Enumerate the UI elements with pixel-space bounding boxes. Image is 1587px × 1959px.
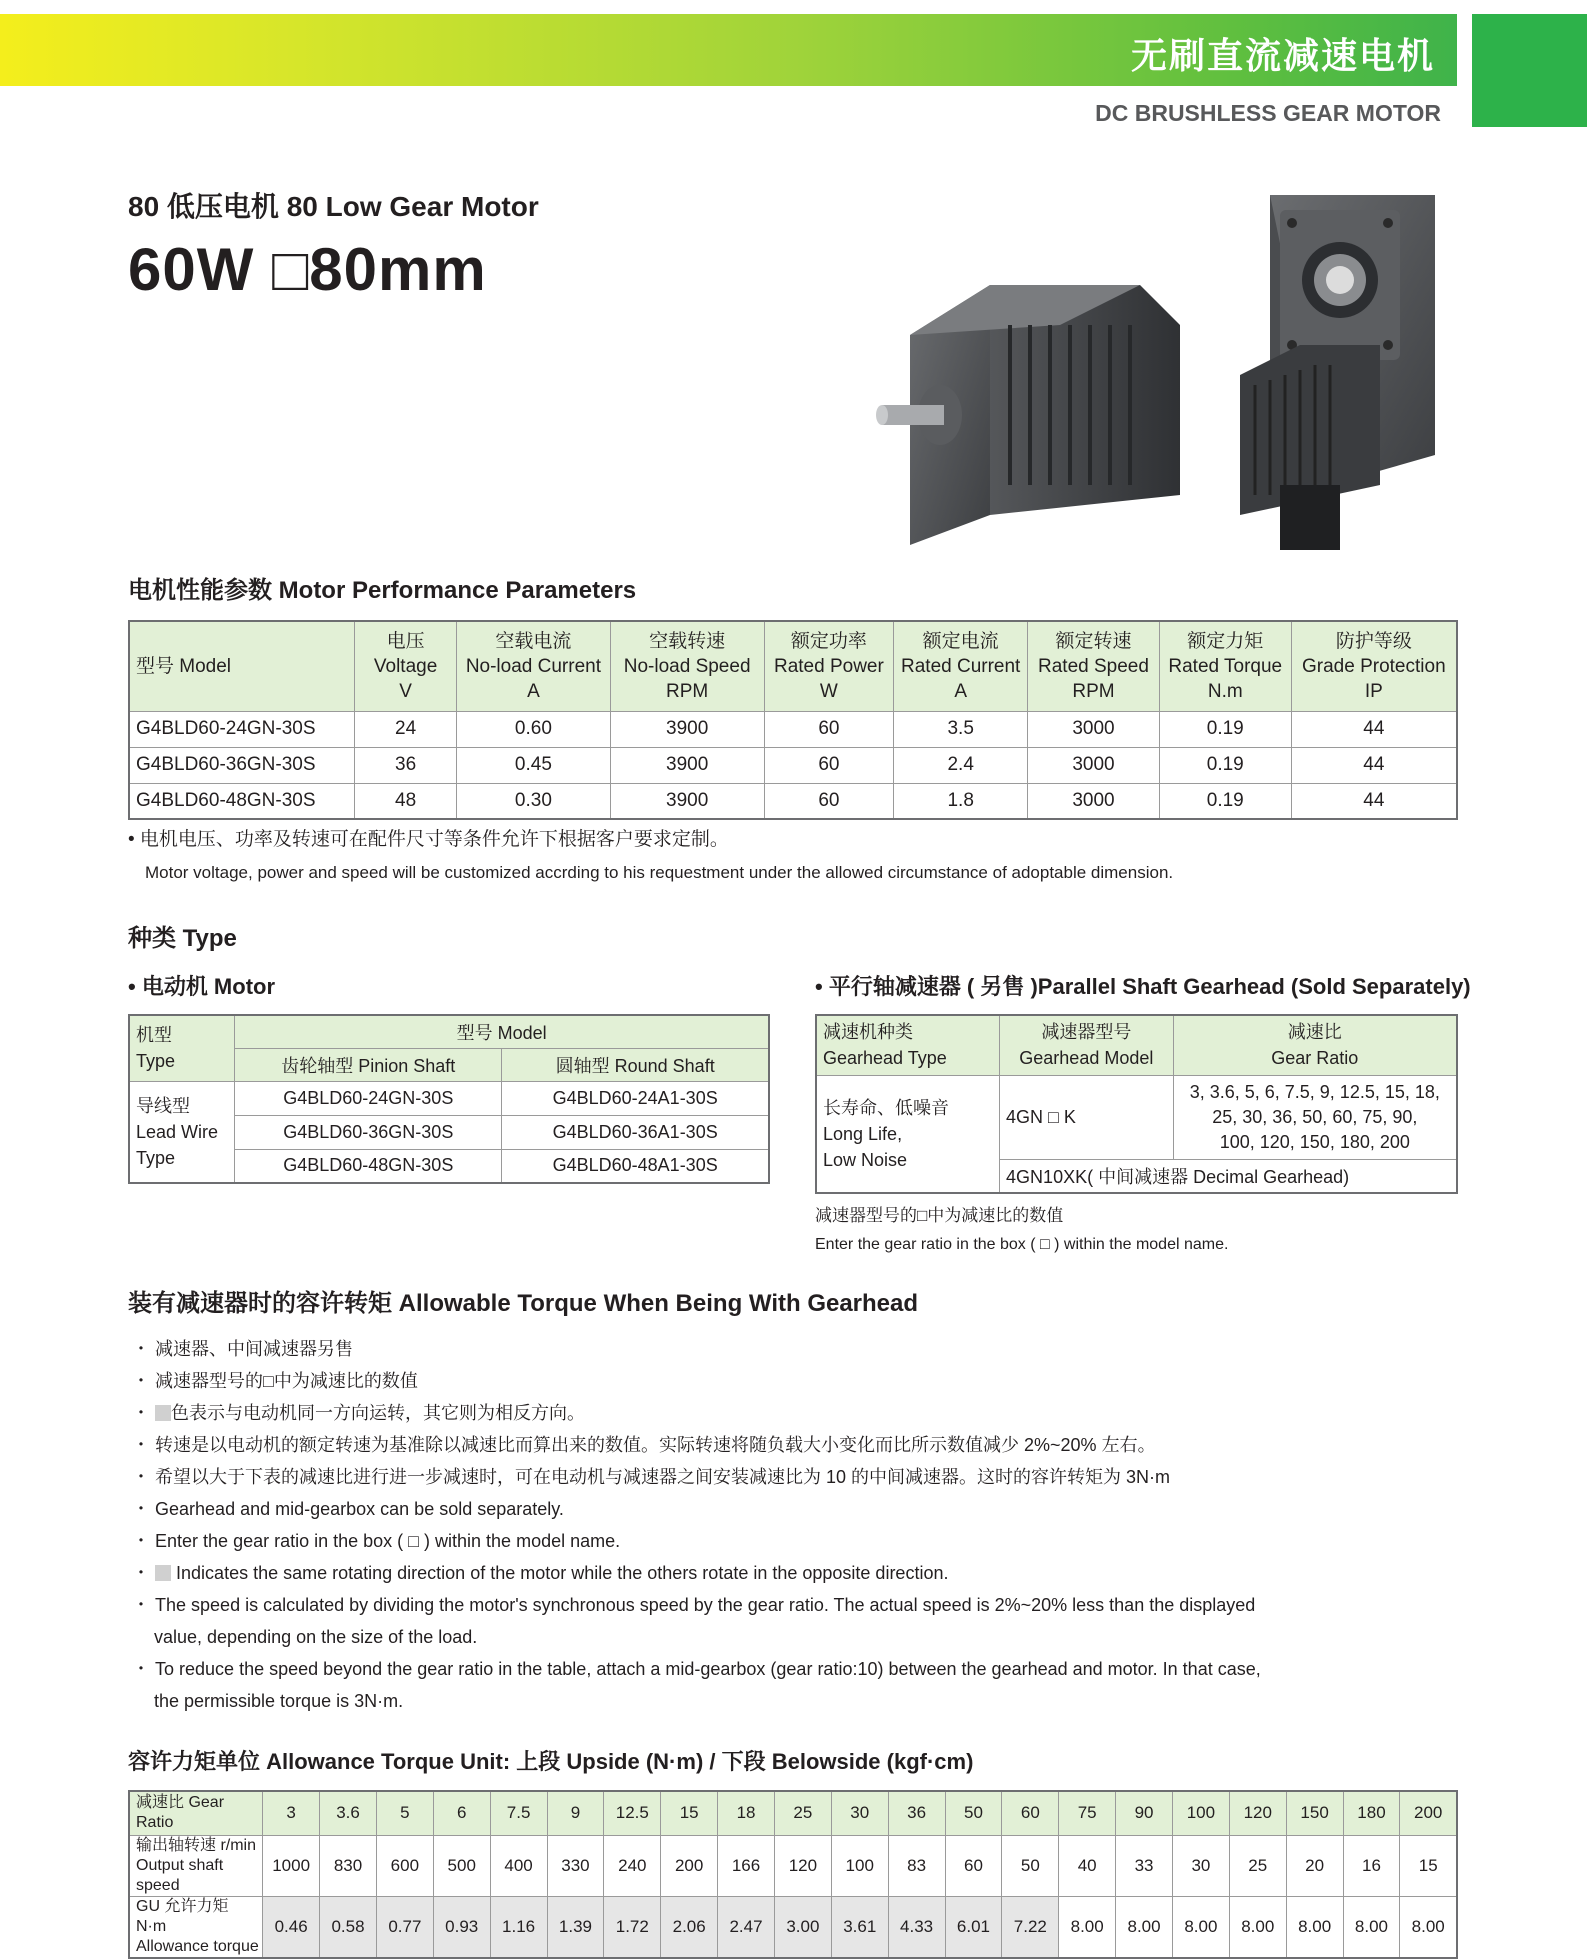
table-cell: 100 [831,1835,888,1896]
round-shaft-header: 圆轴型 Round Shaft [502,1048,769,1081]
product-model-line: 80 低压电机 80 Low Gear Motor [128,191,539,222]
table-cell: 20 [1286,1835,1343,1896]
table-cell: 0.60 [457,711,611,747]
table-cell: 180 [1343,1791,1400,1835]
bullet-item: ・ 希望以大于下表的减速比进行进一步减速时，可在电动机与减速器之间安装减速比为 10 的中间减速器。这时的容许转矩为 3N·m [132,1467,1171,1487]
output-speed-row [129,1835,1457,1896]
performance-col-header: 防护等级 Grade Protection IP [1291,621,1457,711]
table-cell: 1.8 [894,783,1028,819]
bullet-item: ・ To reduce the speed beyond the gear ratio in the table, attach a mid-gearbox (gear ratio:10) between the gearhead and motor. In that case, [132,1659,1261,1679]
table-cell: 90 [1116,1791,1173,1835]
table-cell: 33 [1116,1835,1173,1896]
table-cell: 24 [355,711,457,747]
table-cell: 60 [945,1835,1002,1896]
table-cell: 0.46 [263,1896,320,1958]
header-banner [0,14,1457,86]
table-cell: G4BLD60-24A1-30S [502,1081,769,1115]
table-cell: 8.00 [1400,1896,1457,1958]
motor-model-header: 型号 Model [235,1015,769,1048]
gear-ratio-header: 减速比 Gear Ratio [1173,1015,1457,1075]
table-cell: 0.19 [1159,747,1291,783]
header-title-en: DC BRUSHLESS GEAR MOTOR [1095,100,1441,126]
header-title-cn: 无刷直流减速电机 [1130,35,1435,76]
allowance-torque-row [129,1896,1457,1958]
table-cell: 3.5 [894,711,1028,747]
performance-col-header: 电压 Voltage V [355,621,457,711]
gear-ratio-cell: 3, 3.6, 5, 6, 7.5, 9, 12.5, 15, 18, 25, 30, 36, 50, 60, 75, 90, 100, 120, 150, 180, 200 [1173,1075,1457,1159]
grey-square-icon [155,1565,171,1581]
table-cell: 330 [547,1835,604,1896]
table-cell: G4BLD60-48A1-30S [502,1149,769,1183]
table-cell: 8.00 [1229,1896,1286,1958]
table-cell: 0.58 [320,1896,377,1958]
table-cell: 16 [1343,1835,1400,1896]
table-cell: 75 [1059,1791,1116,1835]
table-cell: 120 [1229,1791,1286,1835]
table-cell: G4BLD60-48GN-30S [129,783,355,819]
table-cell: 4.33 [888,1896,945,1958]
motor-type-table [128,1014,770,1184]
performance-header-row [129,621,1457,711]
allowance-torque-label: GU 允许力矩 N·m Allowance torque [129,1896,263,1958]
table-cell: 48 [355,783,457,819]
table-cell: 0.77 [376,1896,433,1958]
table-cell: 25 [1229,1835,1286,1896]
bullet-item: ・ 转速是以电动机的额定转速为基准除以减速比而算出来的数值。实际转速将随负载大小变化而比所示数值减少 2%~20% 左右。 [132,1435,1156,1455]
table-row [129,783,1457,819]
lead-wire-type-cell: 导线型 Lead Wire Type [129,1081,235,1183]
table-cell: 3.6 [320,1791,377,1835]
table-cell: 0.19 [1159,711,1291,747]
gearhead-note-en: Enter the gear ratio in the box ( □ ) within the model name. [815,1236,1229,1253]
performance-col-header: 空载转速 No-load Speed RPM [610,621,764,711]
table-cell: 8.00 [1172,1896,1229,1958]
table-cell: 30 [1172,1835,1229,1896]
table-cell: 7.5 [490,1791,547,1835]
performance-col-header: 空载电流 No-load Current A [457,621,611,711]
decimal-gearhead-cell: 4GN10XK( 中间减速器 Decimal Gearhead) [1000,1159,1457,1193]
performance-title: 电机性能参数 Motor Performance Parameters [128,577,637,604]
table-cell: 0.45 [457,747,611,783]
table-cell: 8.00 [1343,1896,1400,1958]
table-cell: 3.61 [831,1896,888,1958]
table-cell: 400 [490,1835,547,1896]
table-cell: G4BLD60-48GN-30S [235,1149,502,1183]
table-cell: 1.16 [490,1896,547,1958]
table-cell: 36 [355,747,457,783]
table-row [129,747,1457,783]
table-cell: 6 [433,1791,490,1835]
bullet-item: ・ 减速器型号的□中为减速比的数值 [132,1371,418,1391]
table-cell: 3000 [1028,747,1160,783]
allowable-title: 装有减速器时的容许转矩 Allowable Torque When Being With Gearhead [128,1290,919,1317]
table-cell: 7.22 [1002,1896,1059,1958]
table-cell: 240 [604,1835,661,1896]
gear-ratio-row [129,1791,1457,1835]
table-cell: 3.00 [774,1896,831,1958]
table-cell: 60 [1002,1791,1059,1835]
product-photo [860,185,1460,565]
gearhead-model-header: 减速器型号 Gearhead Model [1000,1015,1174,1075]
table-cell: 120 [774,1835,831,1896]
table-cell: 15 [661,1791,718,1835]
table-cell: 2.06 [661,1896,718,1958]
table-cell: G4BLD60-36A1-30S [502,1115,769,1149]
table-cell: 44 [1291,711,1457,747]
table-cell: 18 [718,1791,775,1835]
table-cell: 166 [718,1835,775,1896]
gearhead-type-header: 减速机种类 Gearhead Type [816,1015,1000,1075]
table-cell: 60 [764,747,894,783]
table-cell: 8.00 [1286,1896,1343,1958]
performance-col-header: 额定电流 Rated Current A [894,621,1028,711]
table-cell: 44 [1291,747,1457,783]
performance-table [128,620,1458,820]
gearhead-type-table [815,1014,1458,1194]
grey-square-icon [155,1405,171,1421]
table-cell: 5 [376,1791,433,1835]
torque-table [128,1790,1458,1959]
table-cell: 0.93 [433,1896,490,1958]
table-cell: 0.19 [1159,783,1291,819]
table-cell: 3000 [1028,711,1160,747]
table-row [129,711,1457,747]
table-cell: 83 [888,1835,945,1896]
table-cell: 40 [1059,1835,1116,1896]
table-cell: 6.01 [945,1896,1002,1958]
table-cell: 50 [1002,1835,1059,1896]
table-cell: 36 [888,1791,945,1835]
gearhead-type-title: • 平行轴减速器 ( 另售 )Parallel Shaft Gearhead (Sold Separately) [815,974,1471,999]
table-cell: 12.5 [604,1791,661,1835]
motor-type-header: 机型 Type [129,1015,235,1081]
table-cell: 3 [263,1791,320,1835]
bullet-item: the permissible torque is 3N·m. [154,1691,404,1711]
motor-type-title: • 电动机 Motor [128,974,276,999]
table-cell: G4BLD60-36GN-30S [129,747,355,783]
table-cell: 3900 [610,747,764,783]
table-cell: 15 [1400,1835,1457,1896]
table-cell: G4BLD60-36GN-30S [235,1115,502,1149]
performance-col-header: 额定转速 Rated Speed RPM [1028,621,1160,711]
performance-col-header: 额定力矩 Rated Torque N.m [1159,621,1291,711]
table-cell: 150 [1286,1791,1343,1835]
table-cell: G4BLD60-24GN-30S [235,1081,502,1115]
table-row [129,1081,769,1115]
motor-image-left [876,285,1180,545]
table-cell: 8.00 [1059,1896,1116,1958]
pinion-shaft-header: 齿轮轴型 Pinion Shaft [235,1048,502,1081]
table-cell: 50 [945,1791,1002,1835]
table-cell: 8.00 [1116,1896,1173,1958]
header-green-block [1472,14,1587,127]
table-cell: G4BLD60-24GN-30S [129,711,355,747]
table-cell: 60 [764,711,894,747]
gearhead-type-cell: 长寿命、低噪音 Long Life, Low Noise [816,1075,1000,1193]
product-spec-line: 60W □80mm [128,236,487,303]
table-cell: 2.4 [894,747,1028,783]
bullet-item: ・ 减速器、中间减速器另售 [132,1339,354,1359]
table-cell: 200 [1400,1791,1457,1835]
table-cell: 3900 [610,783,764,819]
table-cell: 600 [376,1835,433,1896]
performance-note-cn: • 电机电压、功率及转速可在配件尺寸等条件允许下根据客户要求定制。 [128,829,729,850]
table-cell: 500 [433,1835,490,1896]
performance-col-header: 额定功率 Rated Power W [764,621,894,711]
type-title: 种类 Type [128,925,237,952]
table-cell: 9 [547,1791,604,1835]
table-cell: 1.39 [547,1896,604,1958]
table-cell: 0.30 [457,783,611,819]
bullet-item: ・ 色表示与电动机同一方向运转，其它则为相反方向。 [132,1403,586,1423]
table-cell: 200 [661,1835,718,1896]
table-cell: 3900 [610,711,764,747]
table-cell: 25 [774,1791,831,1835]
table-cell: 830 [320,1835,377,1896]
bullet-item: ・ Enter the gear ratio in the box ( □ ) within the model name. [132,1531,621,1551]
allowable-bullets [132,1333,1261,1717]
table-cell: 44 [1291,783,1457,819]
bullet-item: ・ Gearhead and mid-gearbox can be sold separately. [132,1499,564,1519]
gearhead-note-cn: 减速器型号的□中为减速比的数值 [815,1206,1064,1225]
gear-ratio-label: 减速比 Gear Ratio [129,1791,263,1835]
output-speed-label: 输出轴转速 r/min Output shaft speed [129,1835,263,1896]
table-cell: 30 [831,1791,888,1835]
gearhead-model-cell: 4GN □ K [1000,1075,1174,1159]
bullet-item: value, depending on the size of the load. [154,1627,478,1647]
motor-image-right [1240,195,1435,550]
bullet-item: ・ The speed is calculated by dividing the motor's synchronous speed by the gear ratio. The actual speed is 2%~20% less than the displayed [132,1595,1256,1615]
table-cell: 1000 [263,1835,320,1896]
table-cell: 1.72 [604,1896,661,1958]
bullet-item: ・ Indicates the same rotating direction of the motor while the others rotate in the opposite direction. [132,1563,949,1583]
performance-model-header: 型号 Model [129,621,355,711]
table-cell: 3000 [1028,783,1160,819]
torque-table-title: 容许力矩单位 Allowance Torque Unit: 上段 Upside (N·m) / 下段 Belowside (kgf·cm) [128,1749,974,1774]
table-cell: 60 [764,783,894,819]
performance-note-en: Motor voltage, power and speed will be customized accrding to his requestment under the allowed circumstance of adoptable dimension. [145,863,1174,882]
table-cell: 2.47 [718,1896,775,1958]
table-cell: 100 [1172,1791,1229,1835]
